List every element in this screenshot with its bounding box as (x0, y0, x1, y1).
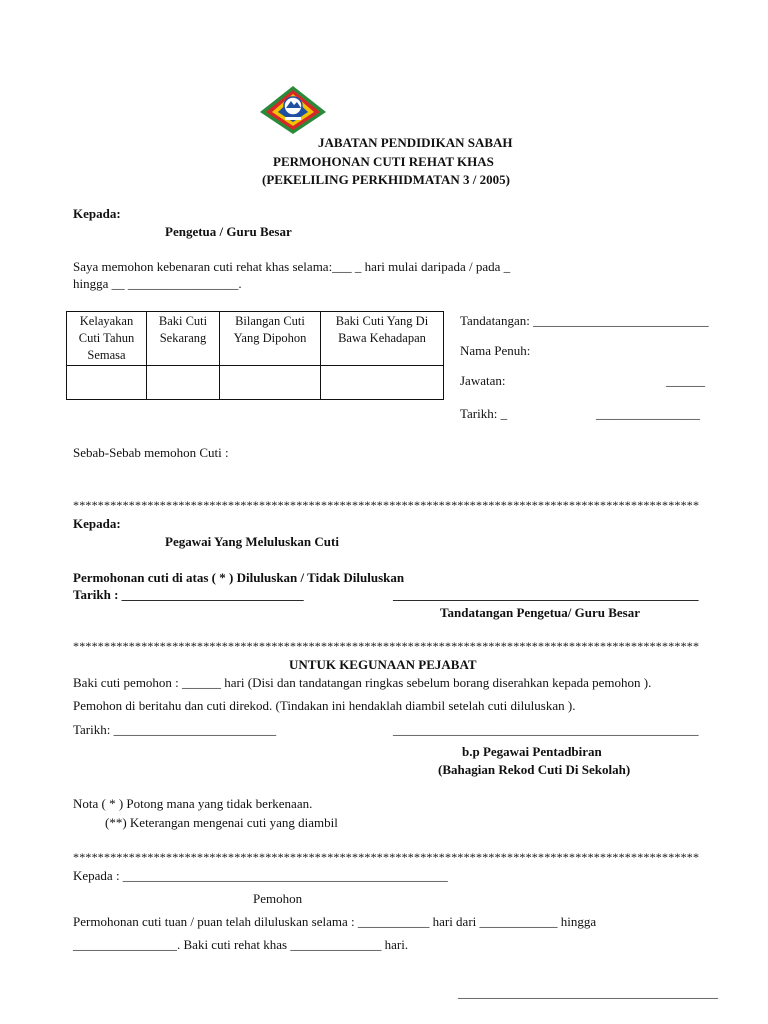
tandatangan-field: Tandatangan: ___________________________ (460, 313, 709, 328)
jawatan-label: Jawatan: (460, 373, 506, 388)
request-line-1: Saya memohon kebenaran cuti rehat khas selama:___ _ hari mulai daripada / pada _ (73, 259, 511, 274)
separator-1: ***************************************************************************************************** (73, 498, 700, 512)
nota-1: Nota ( * ) Potong mana yang tidak berkenaan. (73, 796, 313, 811)
signature-line-2: _______________________________________________ (393, 587, 699, 602)
kepada-label-2: Kepada: (73, 516, 121, 531)
cell-baki-bawa[interactable] (321, 366, 444, 400)
header-baki: Baki Cuti Sekarang (147, 312, 220, 366)
request-line-2: hingga __ _________________. (73, 276, 242, 291)
recipient-1: Pengetua / Guru Besar (165, 224, 292, 239)
approved-line-2: ________________. Baki cuti rehat khas ______________ hari. (73, 937, 409, 952)
tarikh-field-3: Tarikh: _________________________ (73, 722, 277, 737)
header-kelayakan: Kelayakan Cuti Tahun Semasa (67, 312, 147, 366)
jabatan-pendidikan-sabah-crest-icon (258, 84, 328, 136)
baki-line: Baki cuti pemohon : ______ hari (Disi dan tandatangan ringkas sebelum borang diserahkan kepada pemohon ). (73, 675, 652, 690)
recipient-2: Pegawai Yang Meluluskan Cuti (165, 534, 339, 549)
tarikh-field-2: Tarikh : ____________________________ (73, 587, 304, 602)
pemohon-line: Pemohon di beritahu dan cuti direkod. (Tindakan ini hendaklah diambil setelah cuti diluluskan ). (73, 698, 576, 713)
approval-line: Permohonan cuti di atas ( * ) Diluluskan / Tidak Diluluskan (73, 570, 405, 585)
nama-penuh-label: Nama Penuh: (460, 343, 531, 358)
signature-line-4: ________________________________________ (458, 985, 718, 1000)
pemohon-label-4: Pemohon (253, 891, 303, 906)
separator-2: ***************************************************************************************************** (73, 639, 700, 653)
bp-line-1: b.p Pegawai Pentadbiran (462, 744, 602, 759)
jawatan-line: ______ (666, 373, 705, 388)
kepada-field-4: Kepada : __________________________________________________ (73, 868, 448, 883)
signature-line-3: _______________________________________________ (393, 722, 699, 737)
cell-baki[interactable] (147, 366, 220, 400)
signature-label-2: Tandatangan Pengetua/ Guru Besar (440, 605, 640, 620)
header-bilangan: Bilangan Cuti Yang Dipohon (220, 312, 321, 366)
office-use-title: UNTUK KEGUNAAN PEJABAT (289, 657, 477, 672)
nota-2: (**) Keterangan mengenai cuti yang diambil (105, 815, 338, 830)
reasons-label: Sebab-Sebab memohon Cuti : (73, 445, 229, 460)
header-line3: (PEKELILING PERKHIDMATAN 3 / 2005) (262, 172, 510, 187)
header-line1: JABATAN PENDIDIKAN SABAH (318, 135, 513, 150)
table-header-row (67, 312, 444, 366)
bp-line-2: (Bahagian Rekod Cuti Di Sekolah) (438, 762, 631, 777)
header-baki-bawa: Baki Cuti Yang Di Bawa Kehadapan (321, 312, 444, 366)
cell-kelayakan[interactable] (67, 366, 147, 400)
table-row (67, 366, 444, 400)
leave-table (66, 311, 444, 400)
separator-3: ***************************************************************************************************** (73, 850, 700, 864)
cell-bilangan[interactable] (220, 366, 321, 400)
kepada-label-1: Kepada: (73, 206, 121, 221)
header-line2: PERMOHONAN CUTI REHAT KHAS (273, 154, 494, 169)
approved-line-1: Permohonan cuti tuan / puan telah diluluskan selama : ___________ hari dari ____________ hingga (73, 914, 597, 929)
tarikh-line-1: ________________ (596, 406, 700, 421)
tarikh-label-1: Tarikh: _ (460, 406, 508, 421)
